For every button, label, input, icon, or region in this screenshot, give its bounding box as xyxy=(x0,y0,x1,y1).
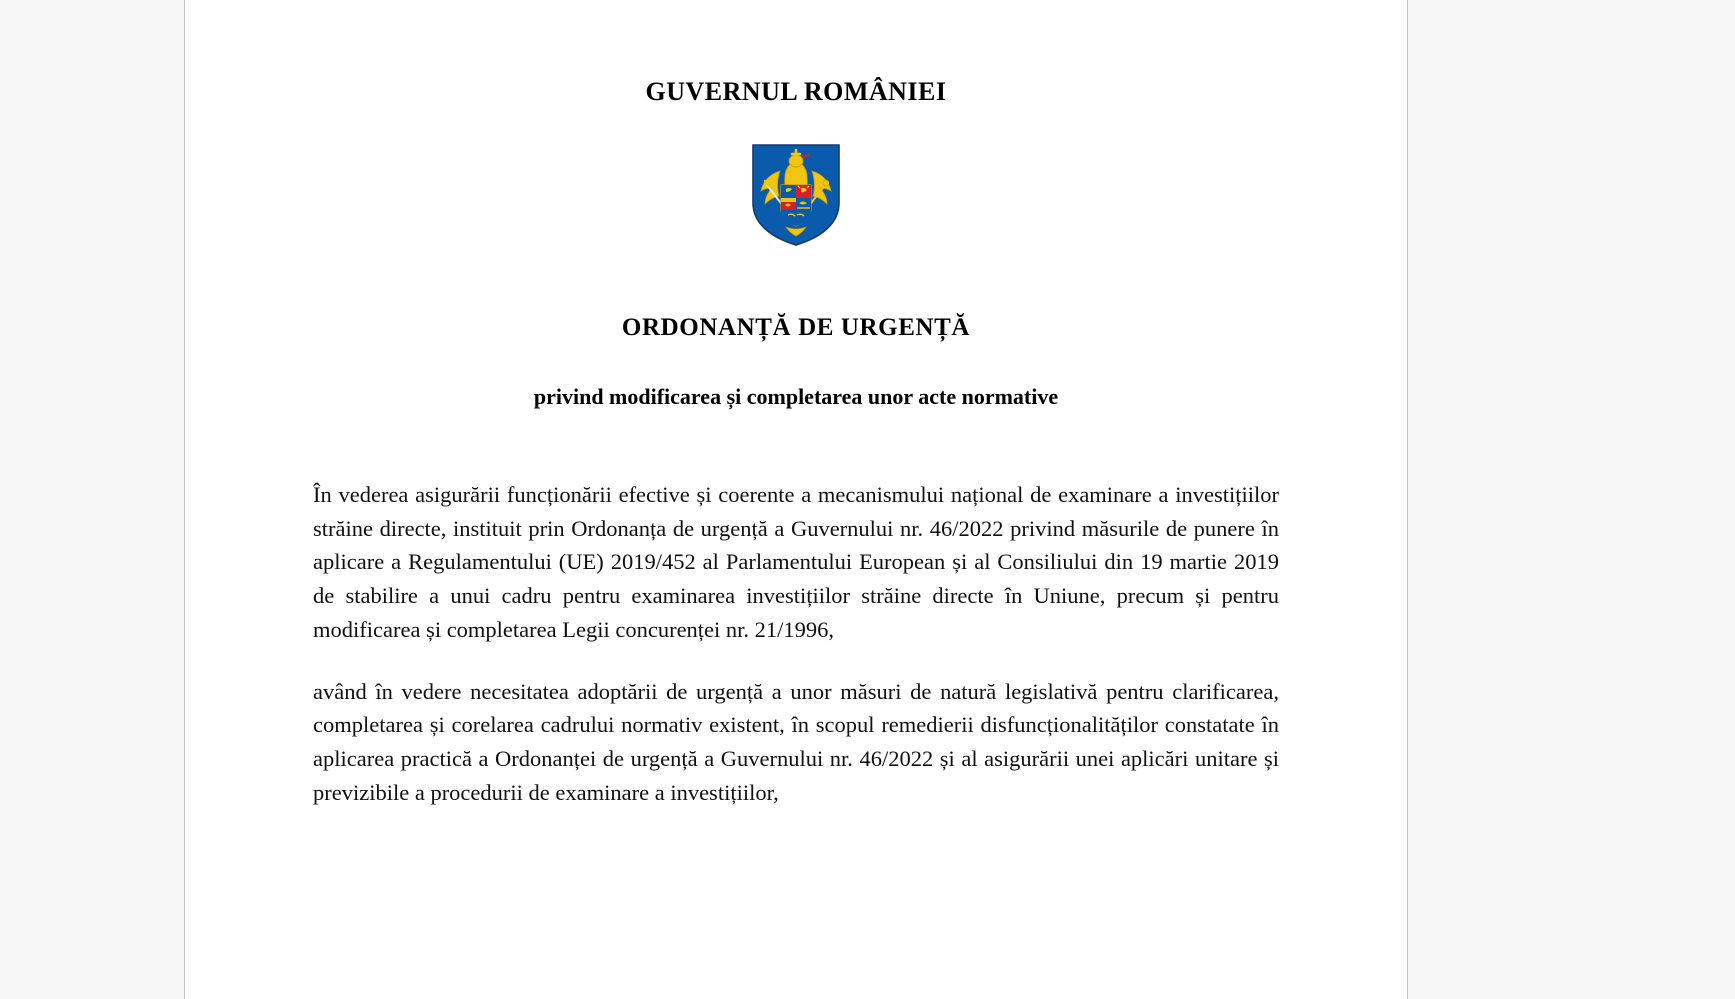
page-title: GUVERNUL ROMÂNIEI xyxy=(645,77,947,106)
ordinance-subject-heading: privind modificarea și completarea unor acte normative xyxy=(533,384,1059,410)
page-content xyxy=(185,0,1407,810)
preamble-paragraph-2: având în vedere necesitatea adoptării de urgență a unor măsuri de natură legislativă pentru clarificarea, completarea și corelarea cadrului normativ existent, în scopul remedierii disfuncționalităților constatate în aplicarea practică a Ordonanței de urgență a Guvernului nr. 46/2022 și al asigurării unei aplicări unitare și previzibile a procedurii de examinare a investițiilor, xyxy=(313,678,1279,805)
emblem-container xyxy=(313,143,1279,247)
preamble-paragraph-1: În vederea asigurării funcționării efective și coerente a mecanismului național de examinare a investițiilor străine directe, instituit prin Ordonanța de urgență a Guvernului nr. 46/2022 privind măsurile de punere în aplicare a Regulamentului (UE) 2019/452 al Parlamentului European și al Consiliului din 19 martie 2019 de stabilire a unui cadru pentru examinarea investițiilor străine directe în Uniune, precum și pentru modificarea și completarea Legii concurenței nr. 21/1996, xyxy=(313,481,1279,642)
document-body xyxy=(313,412,1279,810)
document-page xyxy=(184,0,1408,999)
coat-of-arms-of-romania-icon xyxy=(750,143,842,247)
ordinance-type-heading: ORDONANȚĂ DE URGENȚĂ xyxy=(621,314,971,342)
